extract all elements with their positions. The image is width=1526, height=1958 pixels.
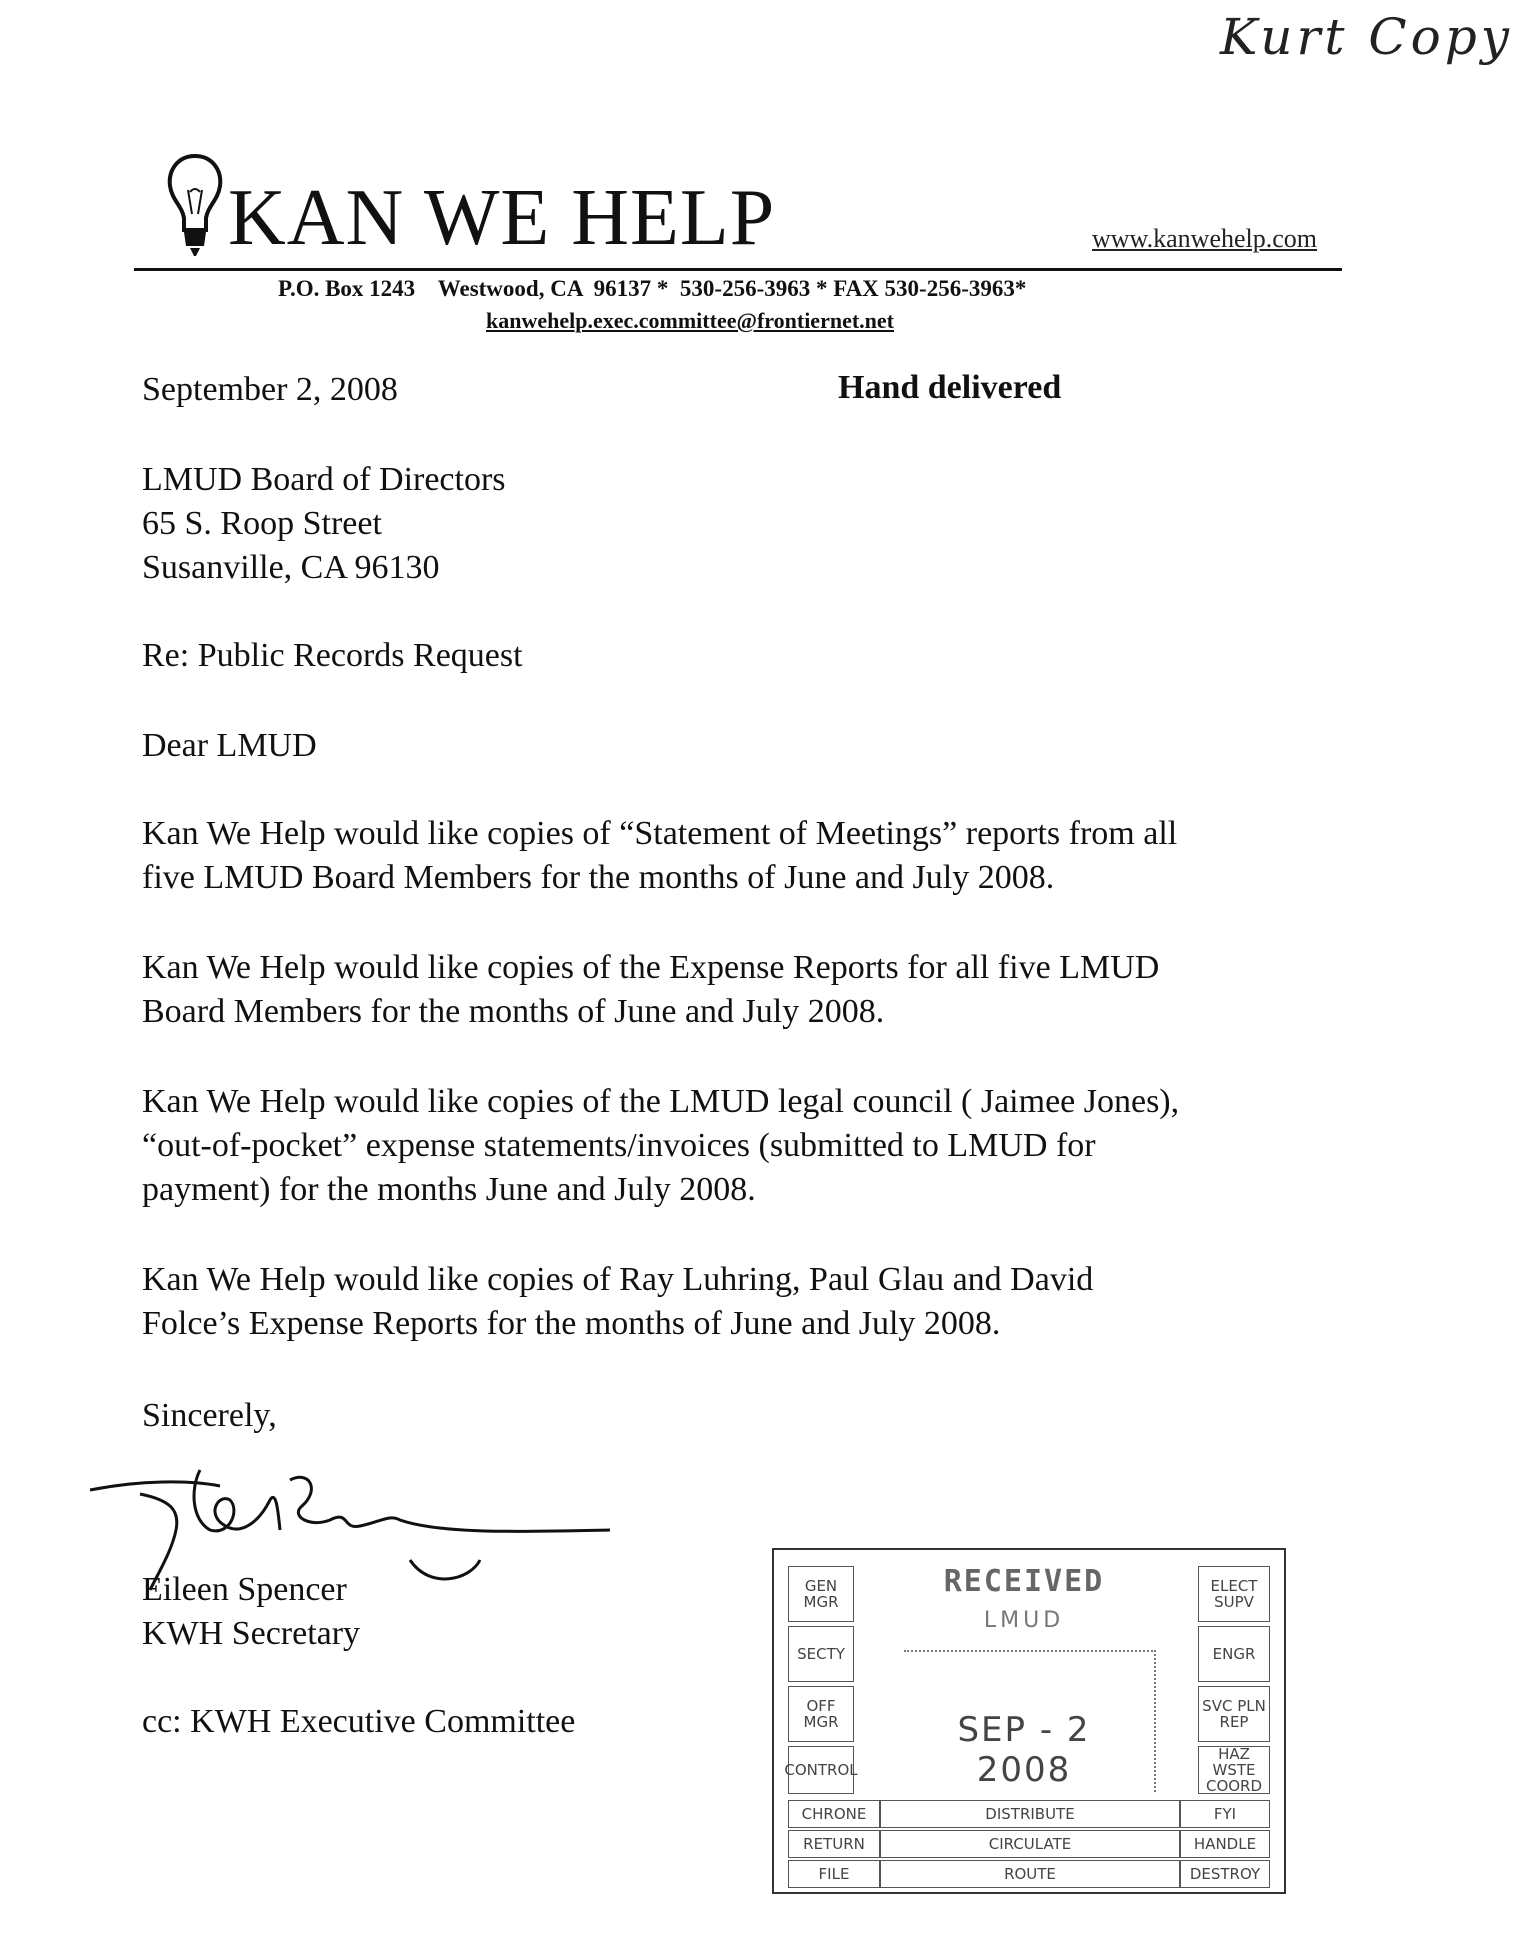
paragraph — [142, 812, 1177, 900]
paragraph — [142, 1258, 1093, 1346]
stamp-received-text: RECEIVED — [943, 1564, 1105, 1599]
delivery-method: Hand delivered — [838, 369, 1062, 406]
paragraph-line: Kan We Help would like copies of the Expense Reports for all five LMUD — [142, 949, 1160, 986]
subject-line: Re: Public Records Request — [142, 637, 523, 674]
stamp-box: HAZ WSTE COORD — [1198, 1746, 1270, 1794]
recipient-line: Susanville, CA 96130 — [142, 549, 440, 586]
paragraph-line: “out-of-pocket” expense statements/invoices (submitted to LMUD for — [142, 1127, 1096, 1164]
stamp-box: OFF MGR — [788, 1686, 854, 1742]
paragraph — [142, 1080, 1179, 1212]
stamp-box: SVC PLN REP — [1198, 1686, 1270, 1742]
signature-block — [142, 1568, 360, 1656]
stamp-box: SECTY — [788, 1626, 854, 1682]
stamp-box: DISTRIBUTE — [880, 1800, 1180, 1828]
website-link[interactable]: www.kanwehelp.com — [1092, 224, 1318, 253]
paragraph-line: Folce’s Expense Reports for the months of June and July 2008. — [142, 1305, 1001, 1342]
paragraph-line: five LMUD Board Members for the months of June and July 2008. — [142, 859, 1055, 896]
paragraph — [142, 946, 1159, 1034]
closing: Sincerely, — [142, 1397, 277, 1434]
stamp-org-text: LMUD — [983, 1608, 1065, 1633]
recipient-address — [142, 458, 506, 590]
stamp-box: DESTROY — [1180, 1860, 1270, 1888]
stamp-box: HANDLE — [1180, 1830, 1270, 1858]
stamp-box: CHRONE — [788, 1800, 880, 1828]
salutation: Dear LMUD — [142, 727, 317, 764]
stamp-box: ELECT SUPV — [1198, 1566, 1270, 1622]
paragraph-line: Kan We Help would like copies of “Statement of Meetings” reports from all — [142, 815, 1178, 852]
stamp-box: GEN MGR — [788, 1566, 854, 1622]
stamp-box: FYI — [1180, 1800, 1270, 1828]
stamp-box: CIRCULATE — [880, 1830, 1180, 1858]
stamp-box: FILE — [788, 1860, 880, 1888]
organization-name: KAN WE HELP — [228, 174, 776, 262]
email-link[interactable]: kanwehelp.exec.committee@frontiernet.net — [486, 308, 894, 333]
handwritten-note: Kurt Copy — [1220, 8, 1513, 66]
paragraph-line: Board Members for the months of June and July 2008. — [142, 993, 885, 1030]
letterhead-divider — [134, 268, 1342, 271]
stamp-date: SEP - 2 2008 — [957, 1710, 1091, 1790]
lightbulb-logo-icon — [160, 150, 230, 260]
paragraph-line: Kan We Help would like copies of Ray Luhring, Paul Glau and David — [142, 1261, 1094, 1298]
stamp-box: CONTROL — [788, 1746, 854, 1794]
signer-title: KWH Secretary — [142, 1615, 361, 1652]
recipient-line: 65 S. Roop Street — [142, 505, 382, 542]
received-stamp — [772, 1548, 1286, 1894]
paragraph-line: Kan We Help would like copies of the LMUD legal council ( Jaimee Jones), — [142, 1083, 1180, 1120]
recipient-line: LMUD Board of Directors — [142, 461, 506, 498]
letter-date: September 2, 2008 — [142, 371, 398, 408]
letterhead-address: P.O. Box 1243 Westwood, CA 96137 * 530-256-3963 * FAX 530-256-3963* — [278, 276, 1027, 301]
stamp-box: ROUTE — [880, 1860, 1180, 1888]
paragraph-line: payment) for the months June and July 2008. — [142, 1171, 756, 1208]
signer-name: Eileen Spencer — [142, 1571, 347, 1608]
stamp-box: RETURN — [788, 1830, 880, 1858]
cc-line: cc: KWH Executive Committee — [142, 1703, 576, 1740]
stamp-box: ENGR — [1198, 1626, 1270, 1682]
